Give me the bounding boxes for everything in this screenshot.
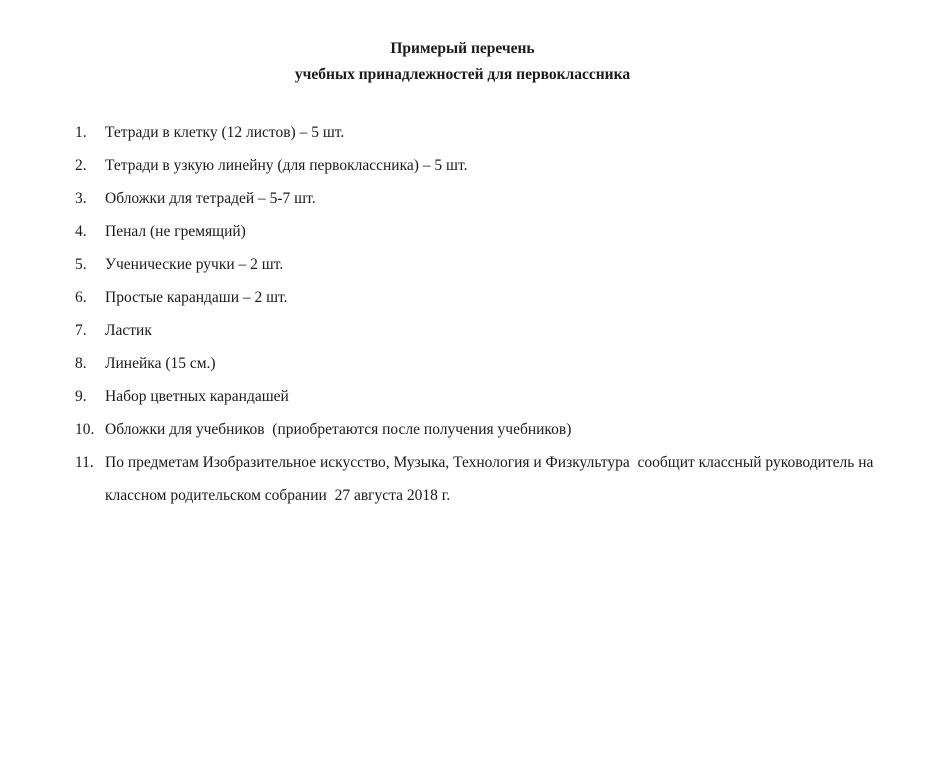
list-item <box>75 281 907 314</box>
list-item-number: 11. <box>75 454 94 471</box>
list-item <box>75 413 907 446</box>
list-item-text: Ученические ручки – 2 шт. <box>105 256 284 273</box>
list-item <box>75 215 907 248</box>
list-item <box>75 314 907 347</box>
list-item-number: 8. <box>75 355 87 372</box>
list-item-number: 2. <box>75 157 87 174</box>
list-item <box>75 347 907 380</box>
list-item-text: Обложки для учебников (приобретаются после получения учебников) <box>105 421 572 438</box>
list-item-text: Линейка (15 см.) <box>105 355 216 372</box>
list-item <box>75 182 907 215</box>
list-item-number: 6. <box>75 289 87 306</box>
list-item-number: 9. <box>75 388 87 405</box>
list-item <box>75 248 907 281</box>
list-item-number: 5. <box>75 256 87 273</box>
list-item-text: Набор цветных карандашей <box>105 388 289 405</box>
list-item <box>75 446 907 512</box>
list-item-text: Пенал (не гремящий) <box>105 223 246 240</box>
document-title-line-1: Примерый перечень <box>390 40 535 57</box>
list-item <box>75 380 907 413</box>
list-item-number: 7. <box>75 322 87 339</box>
document-title <box>0 0 925 88</box>
list-item-text: Тетради в узкую линейну (для первоклассника) – 5 шт. <box>105 157 468 174</box>
supplies-list <box>0 116 925 512</box>
list-item-text: Тетради в клетку (12 листов) – 5 шт. <box>105 124 345 141</box>
list-item-number: 1. <box>75 124 87 141</box>
list-item-text: Ластик <box>105 322 152 339</box>
list-item-number: 4. <box>75 223 87 240</box>
list-item-text: Простые карандаши – 2 шт. <box>105 289 288 306</box>
list-item-number: 3. <box>75 190 87 207</box>
list-item-number: 10. <box>75 421 95 438</box>
list-item <box>75 149 907 182</box>
list-item <box>75 116 907 149</box>
list-item-text: Обложки для тетрадей – 5-7 шт. <box>105 190 316 207</box>
document-title-line-2: учебных принадлежностей для первоклассника <box>294 66 631 83</box>
list-item-text: По предметам Изобразительное искусство, Музыка, Технология и Физкультура сообщит классный руководитель на классном родительском собрании 27 августа 2018 г. <box>105 454 878 504</box>
